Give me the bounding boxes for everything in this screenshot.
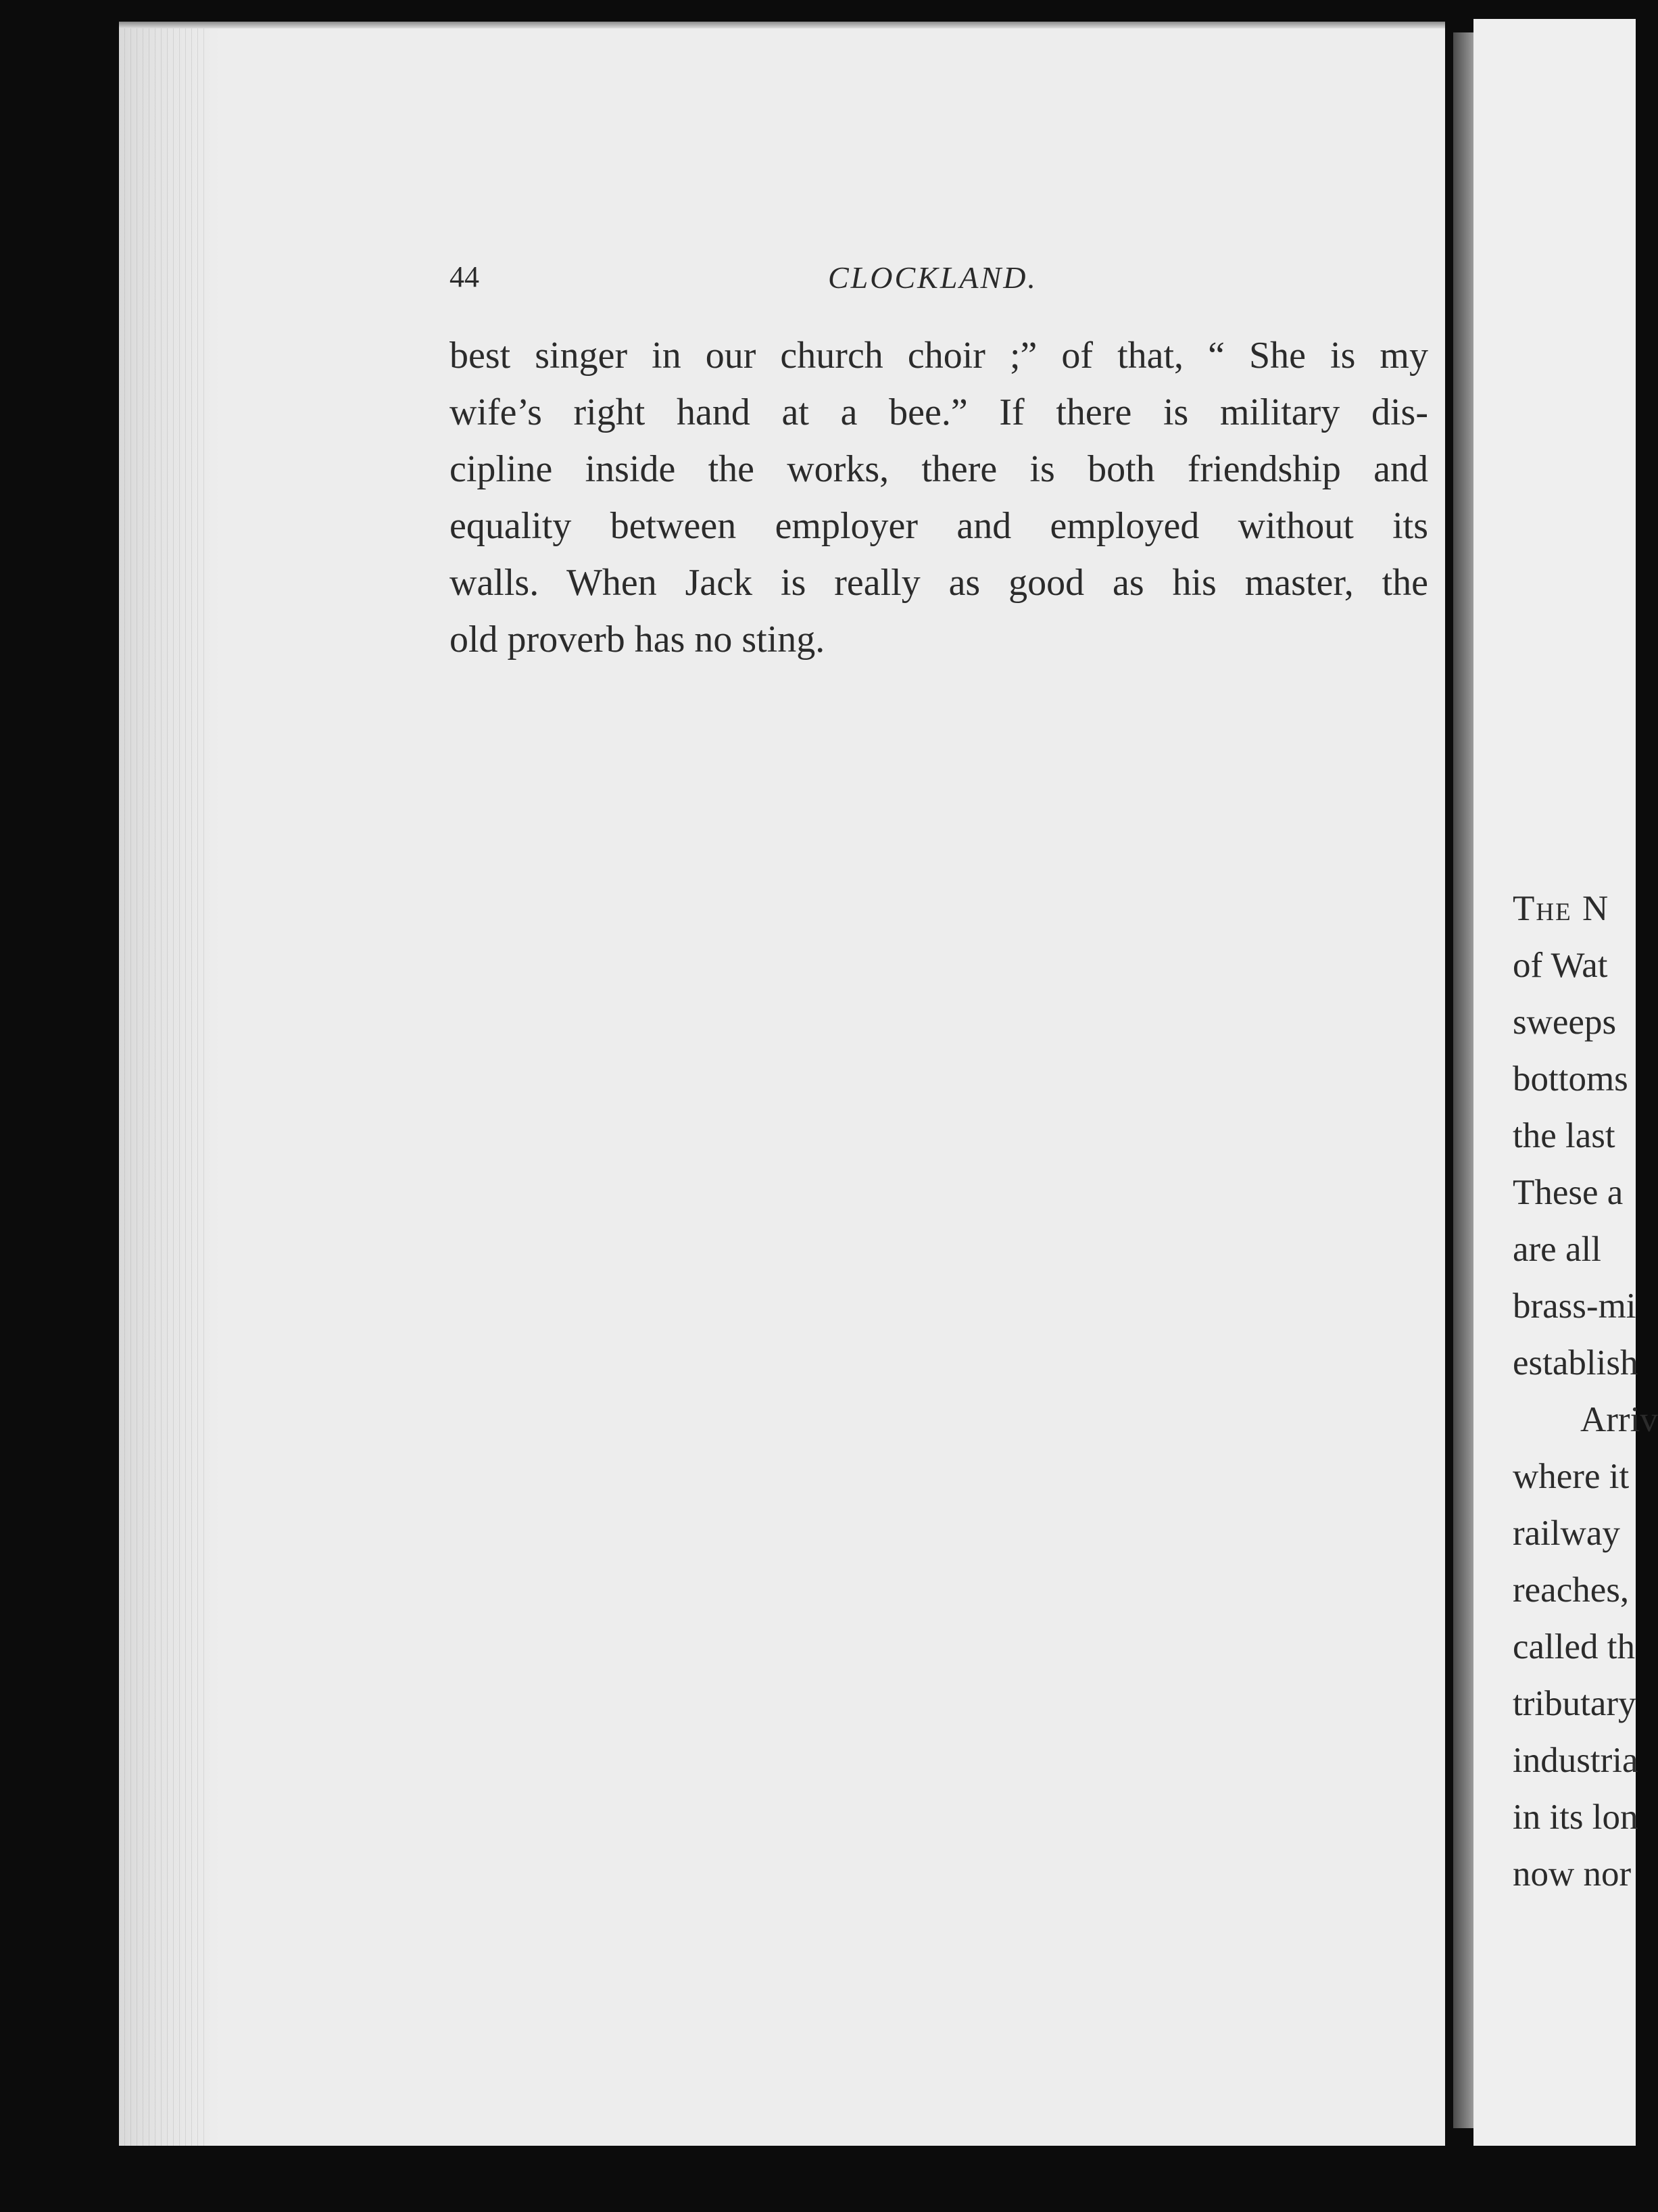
text-line: reaches, bbox=[1513, 1570, 1630, 1610]
running-title: CLOCKLAND. bbox=[828, 260, 1038, 295]
text-line: wife’s right hand at a bee.” If there is military dis- bbox=[449, 391, 1428, 433]
text-line: cipline inside the works, there is both friendship and bbox=[449, 448, 1428, 490]
running-head bbox=[449, 260, 1436, 300]
text-line: where it bbox=[1513, 1457, 1630, 1496]
text-line: industria bbox=[1513, 1741, 1638, 1780]
right-page-text bbox=[1513, 880, 1658, 1902]
text-line: equality between employer and employed without its bbox=[449, 505, 1428, 547]
text-line: walls. When Jack is really as good as his master, the bbox=[449, 562, 1428, 604]
text-line: railway bbox=[1513, 1514, 1620, 1553]
text-line: best singer in our church choir ;” of that, “ She is my bbox=[449, 335, 1428, 377]
text-line: establish bbox=[1513, 1343, 1638, 1382]
text-line: brass-mi bbox=[1513, 1287, 1636, 1326]
page-stack-edges bbox=[124, 22, 205, 2146]
text-line: called th bbox=[1513, 1627, 1635, 1666]
text-line: tributary bbox=[1513, 1684, 1636, 1723]
body-paragraph bbox=[449, 327, 1428, 668]
text-line: These a bbox=[1513, 1173, 1624, 1212]
text-line: in its lon bbox=[1513, 1798, 1638, 1837]
text-line: Arriv bbox=[1580, 1400, 1658, 1439]
page-number: 44 bbox=[449, 260, 479, 293]
text-line: sweeps bbox=[1513, 1003, 1617, 1042]
text-line: The N bbox=[1513, 889, 1610, 928]
text-line: now nor bbox=[1513, 1854, 1632, 1894]
page-top-edge bbox=[119, 22, 1445, 28]
text-line: the last bbox=[1513, 1116, 1615, 1155]
text-line: of Wat bbox=[1513, 946, 1608, 985]
text-line: old proverb has no sting. bbox=[449, 619, 825, 660]
text-line: bottoms bbox=[1513, 1059, 1628, 1099]
text-line: are all bbox=[1513, 1230, 1601, 1269]
